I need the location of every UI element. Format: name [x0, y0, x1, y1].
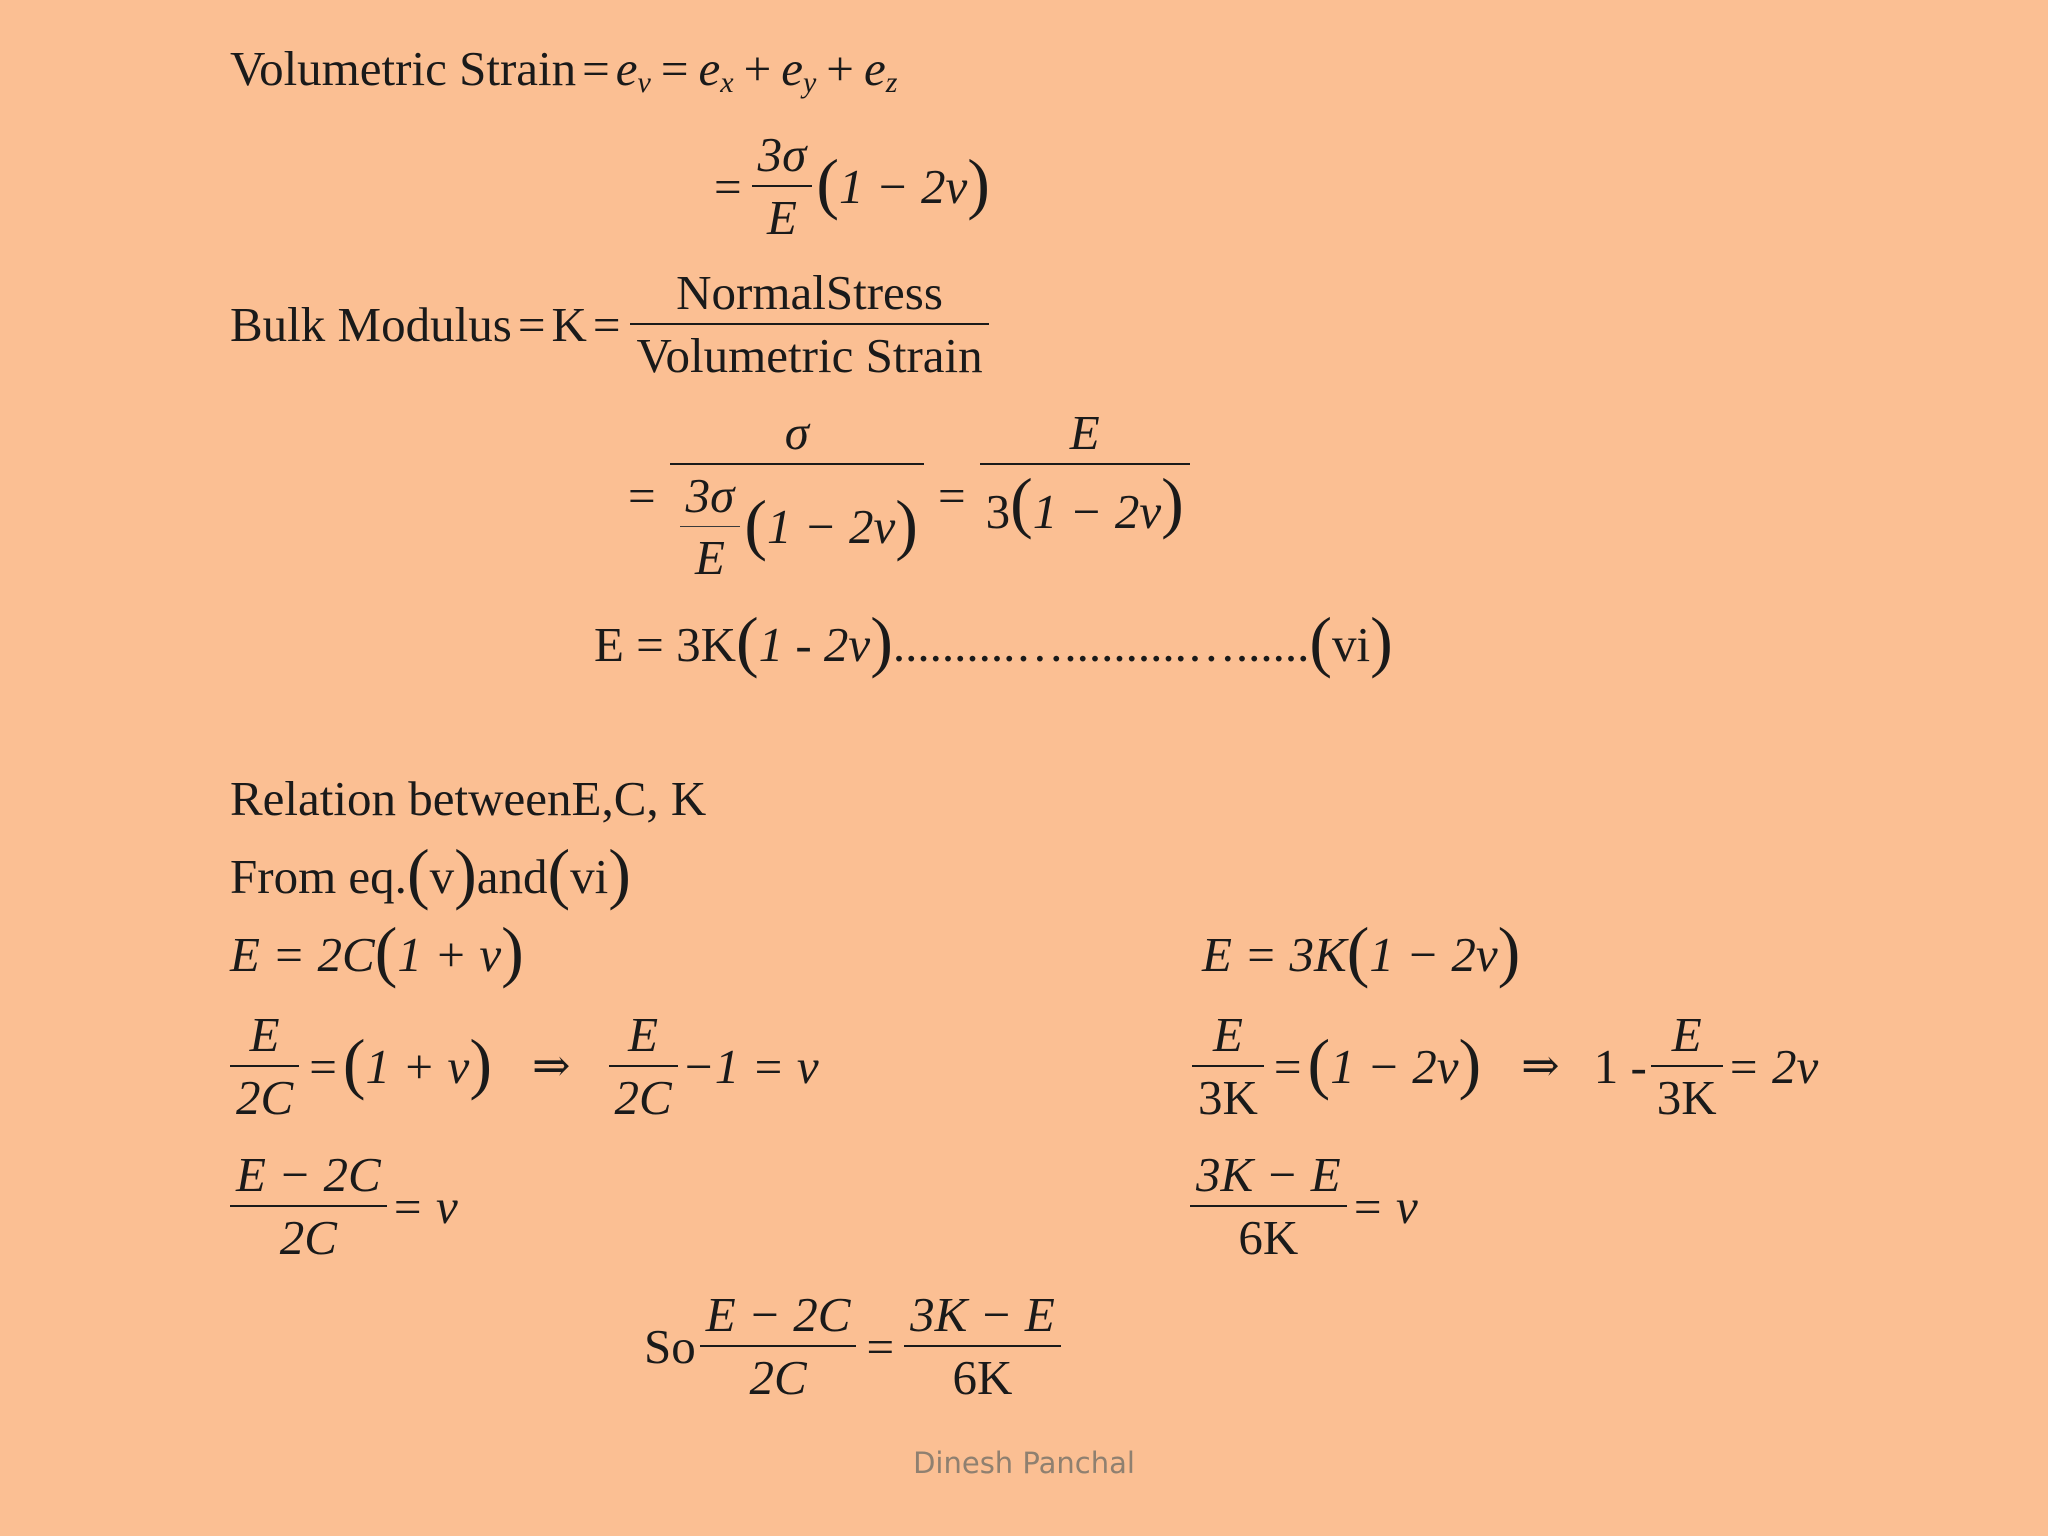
fraction: $\frac{E}{2C}$ — [230, 1010, 299, 1122]
bulk-modulus-label: Bulk Modulus — [230, 296, 512, 352]
fraction: $\frac{3\sigma}{E}$ — [752, 130, 813, 242]
left-equation-2: $\frac{E}{2C}$ = ( 1 + v ) ⇒ $\frac{E}{2C}$ −1 = v — [226, 1010, 819, 1122]
fraction: $\frac{3K - E}{6K}$ — [904, 1290, 1061, 1402]
right-equation-1: E = 3K ( 1 − 2v ) — [1202, 913, 1521, 989]
fraction: $\frac{E}{3K}$ — [1651, 1010, 1723, 1122]
fraction: $\frac{E - 2C}{2C}$ — [700, 1290, 857, 1402]
volumetric-strain-result: = $\frac{3\sigma}{E}$ ( 1 − 2v ) — [714, 127, 990, 245]
bulk-modulus-definition: Bulk Modulus = K = $\frac{\text{NormalStress}}{\text{Volumetric Strain}}$ — [230, 268, 993, 380]
volumetric-strain-label: Volumetric Strain — [230, 41, 577, 96]
from-equations-line: From eq. ( v ) and ( vi ) — [230, 835, 631, 911]
volumetric-strain-equation: Volumetric Strain = e v = e x + e y + e z — [230, 41, 898, 99]
bulk-modulus-derivation: = σ $\frac{3\sigma}{E}$ ( 1 − 2v ) = $\frac{E}{3(1 - 2v)}$ — [618, 408, 1194, 582]
left-equation-1: E = 2C ( 1 + v ) — [230, 913, 524, 989]
fraction: σ $\frac{3\sigma}{E}$ ( 1 − 2v ) — [670, 408, 924, 582]
fraction: $\frac{E}{3K}$ — [1192, 1010, 1264, 1122]
equation-vi: E = 3K ( 1 - 2v ) ..........…..........…...... ( vi ) — [594, 603, 1393, 679]
right-equation-3: $\frac{3K - E}{6K}$ = v — [1186, 1150, 1418, 1262]
fraction: $\frac{3\sigma}{E}$ — [680, 471, 741, 582]
implies-icon: ⇒ — [1521, 1040, 1560, 1091]
relation-heading: Relation betweenE,C, K — [230, 771, 707, 826]
right-equation-2: $\frac{E}{3K}$ = ( 1 − 2v ) ⇒ 1 - $\frac{E}{3K}$ = 2v — [1188, 1010, 1818, 1122]
fraction: $\frac{E}{2C}$ — [609, 1010, 678, 1122]
implies-icon: ⇒ — [531, 1040, 571, 1091]
final-relation: So $\frac{E - 2C}{2C}$ = $\frac{3K - E}{6K}$ — [644, 1290, 1065, 1402]
left-equation-3: $\frac{E - 2C}{2C}$ = v — [226, 1150, 458, 1262]
fraction: $\frac{E - 2C}{2C}$ — [230, 1150, 387, 1262]
fraction: $\frac{E}{3(1 - 2v)}$ — [980, 408, 1190, 539]
footer-author: Dinesh Panchal — [913, 1446, 1135, 1480]
fraction: $\frac{3K - E}{6K}$ — [1190, 1150, 1347, 1262]
fraction: $\frac{\text{NormalStress}}{\text{Volumetric Strain}}$ — [630, 268, 988, 380]
